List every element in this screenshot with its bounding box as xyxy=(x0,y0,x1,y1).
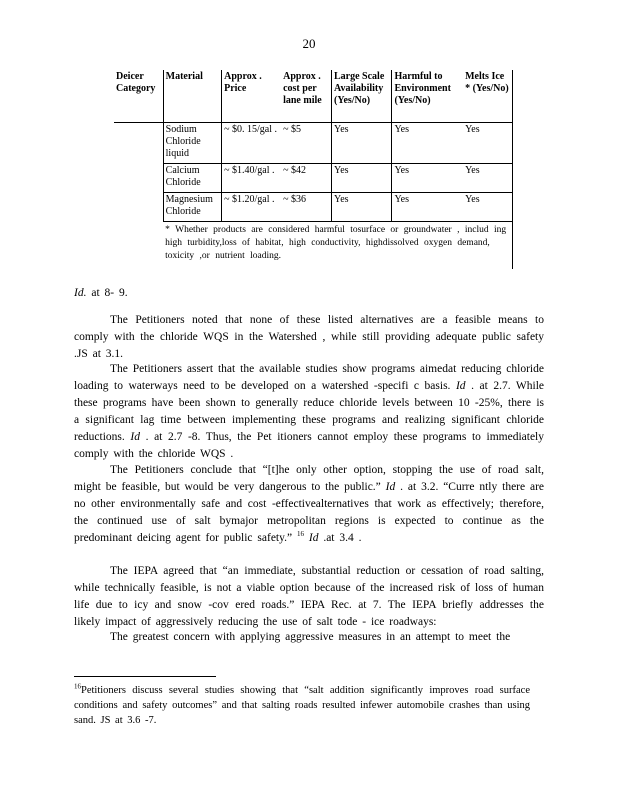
table-footnote: * Whether products are considered harmful tosurface or groundwater , includ ing high turbidity,loss of habitat, high conductivity, highdissolved oxygen demand, toxicity ,or nutrient loading. xyxy=(163,221,512,269)
paragraph-text: The greatest concern with applying aggressive measures in an attempt to meet the xyxy=(110,631,511,643)
text-segment: . at 3.2. “Curre ntly there are no other environmentally safe and cost -effectivealternatives that work as effectively; therefore, the continued use of salt bymajor metropolitan regions is expected to continue as the predominant deicing agent for public safety.” xyxy=(74,481,545,544)
footnote-ref: 16 xyxy=(296,530,304,539)
footnote-divider xyxy=(74,676,216,677)
cell-availability: Yes xyxy=(332,122,392,163)
header-material: Material xyxy=(163,70,221,122)
cell-availability: Yes xyxy=(332,163,392,192)
header-availability: Large Scale Availability (Yes/No) xyxy=(332,70,392,122)
table-row xyxy=(114,163,513,192)
cell-harmful: Yes xyxy=(392,163,463,192)
cell-melts: Yes xyxy=(463,122,512,163)
table-header-row xyxy=(114,70,513,122)
paragraph-1 xyxy=(74,312,544,363)
cell-melts: Yes xyxy=(463,192,512,221)
cell-category xyxy=(114,163,163,192)
footnote xyxy=(74,683,530,728)
header-deicer-category: Deicer Category xyxy=(114,70,163,122)
cell-price: ~ $1.20/gal . xyxy=(222,192,282,221)
cell-cost: ~ $5 xyxy=(281,122,331,163)
cell-harmful: Yes xyxy=(392,192,463,221)
cell-material: Magnesium Chloride xyxy=(163,192,221,221)
paragraph-2 xyxy=(74,361,544,463)
id-citation: Id xyxy=(308,532,319,544)
footnote-number: 16 xyxy=(74,682,81,691)
cell-material: Sodium Chloride liquid xyxy=(163,122,221,163)
text-segment: The Petitioners conclude that “[t]he only other option, stopping the use of road salt, might be feasible, but would be very dangerous to the public.” xyxy=(74,464,544,493)
paragraph-5 xyxy=(74,629,544,646)
cell-availability: Yes xyxy=(332,192,392,221)
paragraph-text: The IEPA agreed that “an immediate, substantial reduction or cessation of road salting, while technically feasible, is not a viable option because of the increased risk of loss of human life due to icy and snow -cov ered roads.” IEPA Rec. at 7. The IEPA briefly addresses the likely impact of aggressively reducing the use of salt tode - ice roadways: xyxy=(74,565,544,628)
text-segment: . at 2.7. While these programs have been shown to generally reduce chloride levels between 10 -25%, there is a significant lag time between implementing these programs and realizing significant chloride reductions. xyxy=(74,380,544,443)
note-spacer xyxy=(114,221,163,269)
header-cost-per-lane-mile: Approx . cost per lane mile xyxy=(281,70,331,122)
paragraph-text: The Petitioners noted that none of these listed alternatives are a feasible means to comply with the chloride WQS in the Watershed , while still providing adequate public safety .JS at 3.1. xyxy=(74,314,544,360)
citation-text: at 8- 9. xyxy=(86,287,128,299)
cell-harmful: Yes xyxy=(392,122,463,163)
table-note-row xyxy=(114,221,513,269)
header-harmful: Harmful to Environment (Yes/No) xyxy=(392,70,463,122)
table-row xyxy=(114,122,513,163)
paragraph-text xyxy=(74,462,544,547)
cell-melts: Yes xyxy=(463,163,512,192)
cell-category xyxy=(114,192,163,221)
id-citation: Id xyxy=(385,481,396,493)
paragraph-text xyxy=(74,361,544,463)
text-segment: . at 2.7 -8. Thus, the Pet itioners cannot employ these programs to immediately comply with the chloride WQS . xyxy=(74,431,544,460)
header-approx-price: Approx . Price xyxy=(222,70,282,122)
text-segment: The Petitioners assert that the available studies show programs aimedat reducing chloride loading to waterways need to be developed on a watershed -specifi c basis. xyxy=(74,363,544,392)
id-citation: Id xyxy=(130,431,140,443)
paragraph-3 xyxy=(74,462,544,547)
header-melts-ice: Melts Ice * (Yes/No) xyxy=(463,70,512,122)
cell-cost: ~ $42 xyxy=(281,163,331,192)
citation-line xyxy=(74,285,544,302)
cell-cost: ~ $36 xyxy=(281,192,331,221)
text-segment: .at 3.4 . xyxy=(318,532,362,544)
footnote-text: Petitioners discuss several studies showing that “salt addition significantly improves road surface conditions and safety outcomes” and that salting roads resulted infewer automobile crashes than using sand. JS at 3.6 -7. xyxy=(74,685,530,726)
cell-material: Calcium Chloride xyxy=(163,163,221,192)
cell-price: ~ $0. 15/gal . xyxy=(222,122,282,163)
page-number: 20 xyxy=(302,36,316,51)
cell-category xyxy=(114,122,163,163)
table-row xyxy=(114,192,513,221)
id-citation: Id xyxy=(455,380,466,392)
deicer-comparison-table xyxy=(114,70,513,269)
paragraph-4 xyxy=(74,563,544,631)
id-citation: Id. xyxy=(74,287,87,299)
cell-price: ~ $1.40/gal . xyxy=(222,163,282,192)
